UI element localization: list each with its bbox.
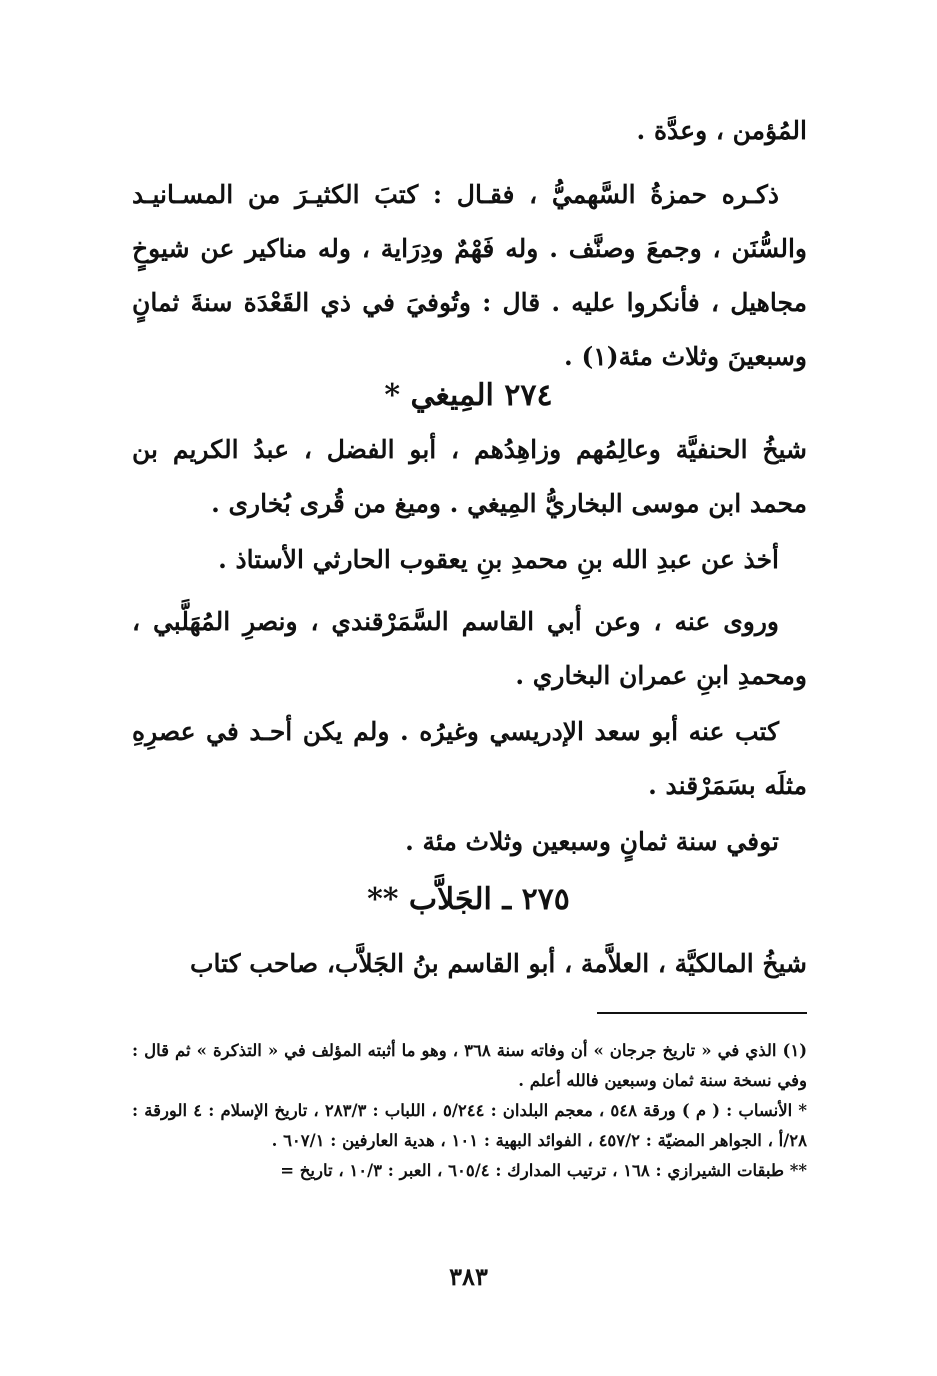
paragraph-narrators [132, 595, 807, 703]
paragraph-sahmi-quote-text: ذكـره حمزةُ السَّهميُّ ، فقـال : كتبَ الكثيـرَ من المسـانيـد والسُّنَن ، وجمعَ وصنَّف . وله فَهْمٌ ودِرَاية ، وله مناكير عن شيوخٍ مجاهيل ، فأنكروا عليه . قال : وتُوفيَ في ذي القَعْدَة سنةَ ثمانٍ وسبعينَ وثلاث مئة(١) . [132, 180, 807, 371]
paragraph-narrators-text: وروى عنه ، وعن أبي القاسم السَّمَرْقندي ، ونصرِ المُهَلَّبي ، ومحمدِ ابنِ عمران البخاري . [132, 607, 807, 690]
page-number: ٣٨٣ [449, 1262, 488, 1291]
footnote-sources-275: ** طبقات الشيرازي : ١٦٨ ، ترتيب المدارك : ٦٠٥/٤ ، العبر : ١٠/٣ ، تاريخ = [280, 1161, 807, 1180]
paragraph-entry-274-intro [132, 423, 807, 531]
paragraph-teachers-text: أخذ عن عبدِ الله بنِ محمدِ بنِ يعقوب الحارثي الأستاذ . [218, 545, 779, 574]
paragraph-entry-274-intro-text: شيخُ الحنفيَّة وعالِمُهم وزاهِدُهم ، أبو الفضل ، عبدُ الكريم بن محمد ابن موسى البخاريُّ المِيغي . وميغ من قُرى بُخارى . [132, 435, 807, 518]
paragraph-entry-275-intro [132, 937, 807, 991]
footnote-1: (١) الذي في « تاريخ جرجان » أن وفاته سنة ٣٦٨ ، وهو ما أثبته المؤلف في « التذكرة » ثم قال : وفي نسخة سنة ثمان وسبعين فالله أعلم . [132, 1041, 807, 1090]
paragraph-death-text: توفي سنة ثمانٍ وسبعين وثلاث مئة . [405, 827, 779, 856]
paragraph-ending-text: المُؤمن ، وعدَّة . [636, 116, 807, 145]
paragraph-entry-275-intro-text: شيخُ المالكيَّة ، العلاَّمة ، أبو القاسم بنُ الجَلاَّب، صاحب كتاب [189, 949, 807, 978]
paragraph-idrisi-text: كتب عنه أبو سعد الإدريسي وغيرُه . ولم يكن أحـد في عصرِهِ مثلَه بسَمَرْقند . [132, 717, 807, 800]
paragraph-idrisi [132, 705, 807, 813]
paragraph-ending [132, 104, 807, 158]
footnotes [132, 1036, 807, 1186]
entry-heading-274: ٢٧٤ المِيغي * [384, 378, 553, 413]
entry-heading-275: ٢٧٥ ـ الجَلاَّب ** [367, 882, 570, 917]
footnote-separator [597, 1012, 807, 1014]
paragraph-sahmi-quote [132, 168, 807, 384]
footnote-sources-274: * الأنساب : ( م ) ورقة ٥٤٨ ، معجم البلدان : ٥/٢٤٤ ، اللباب : ٢٨٣/٣ ، تاريخ الإسلام : ٤ الورقة : ٢٨/أ ، الجواهر المضيّة : ٤٥٧/٢ ، الفوائد البهية : ١٠١ ، هدية العارفين : ٦٠٧/١ . [132, 1101, 807, 1150]
paragraph-teachers [132, 533, 807, 587]
paragraph-death [132, 815, 807, 869]
